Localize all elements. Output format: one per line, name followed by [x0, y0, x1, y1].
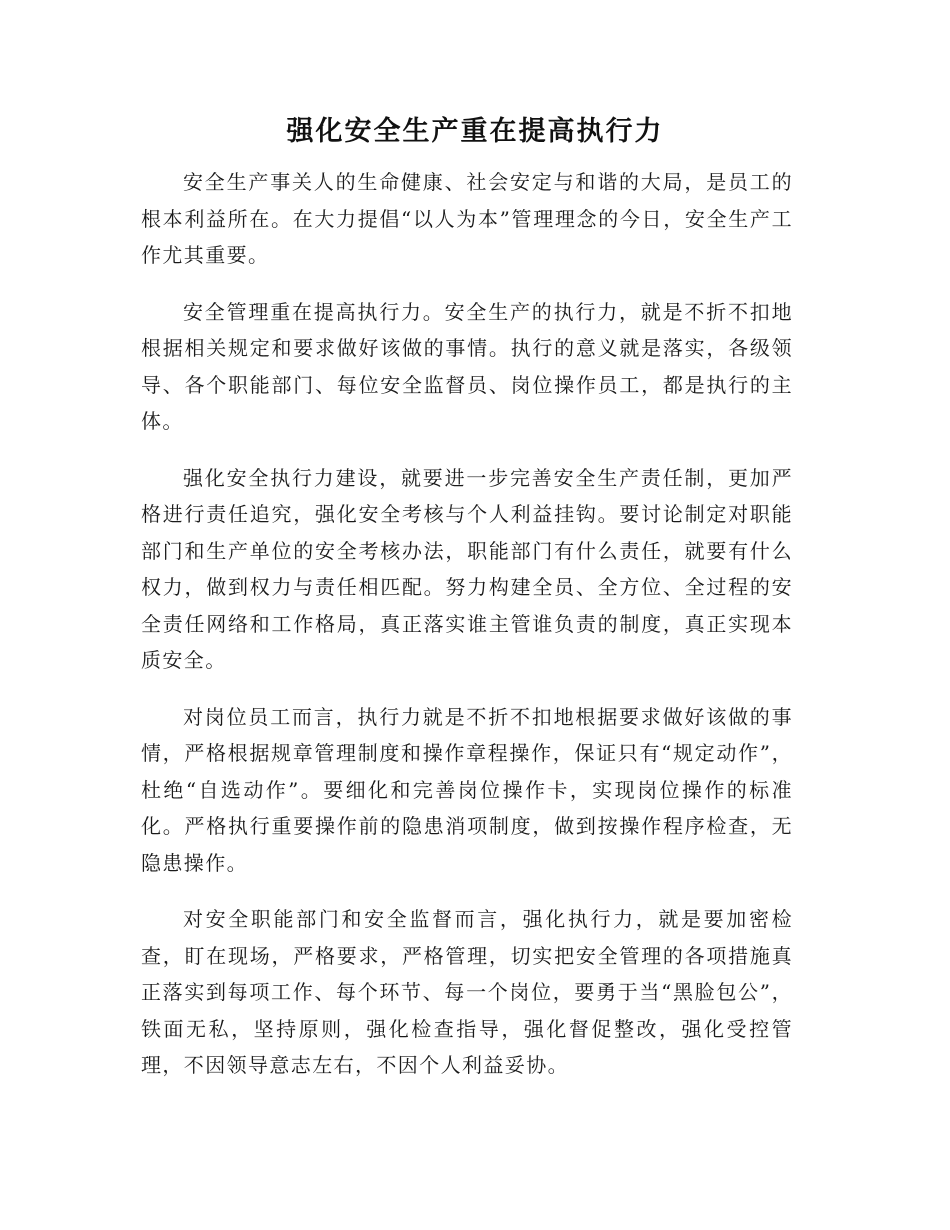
document-body	[141, 164, 793, 1104]
paragraph-5: 对安全职能部门和安全监督而言，强化执行力，就是要加密检查，盯在现场，严格要求，严格管理，切实把安全管理的各项措施真正落实到每项工作、每个环节、每一个岗位，要勇于当“黑脸包公”，铁面无私，坚持原则，强化检查指导，强化督促整改，强化受控管理，不因领导意志左右，不因个人利益妥协。	[141, 907, 793, 1077]
paragraph-4: 对岗位员工而言，执行力就是不折不扣地根据要求做好该做的事情，严格根据规章管理制度和操作章程操作，保证只有“规定动作”，杜绝“自选动作”。要细化和完善岗位操作卡，实现岗位操作的标准化。严格执行重要操作前的隐患消项制度，做到按操作程序检查，无隐患操作。	[141, 704, 793, 875]
paragraph-2: 安全管理重在提高执行力。安全生产的执行力，就是不折不扣地根据相关规定和要求做好该做的事情。执行的意义就是落实，各级领导、各个职能部门、每位安全监督员、岗位操作员工，都是执行的主体。	[141, 299, 793, 433]
paragraph-3: 强化安全执行力建设，就要进一步完善安全生产责任制，更加严格进行责任追究，强化安全考核与个人利益挂钩。要讨论制定对职能部门和生产单位的安全考核办法，职能部门有什么责任，就要有什么权力，做到权力与责任相匹配。努力构建全员、全方位、全过程的安全责任网络和工作格局，真正落实谁主管谁负责的制度，真正实现本质安全。	[141, 465, 793, 672]
paragraph-1: 安全生产事关人的生命健康、社会安定与和谐的大局，是员工的根本利益所在。在大力提倡“以人为本”管理理念的今日，安全生产工作尤其重要。	[141, 170, 793, 267]
document-title: 强化安全生产重在提高执行力	[286, 116, 664, 147]
